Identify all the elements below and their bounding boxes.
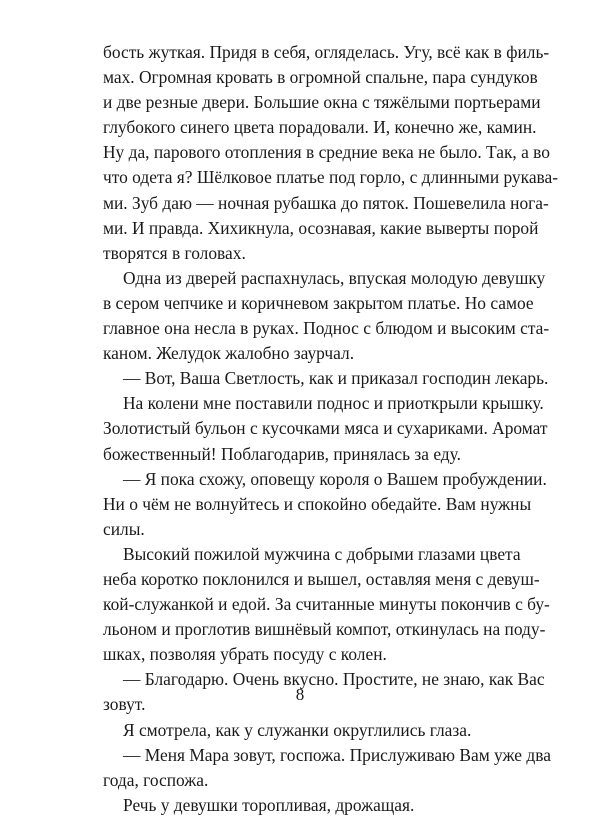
paragraph	[103, 743, 551, 793]
text-line: ми. И правда. Хихикнула, осознавая, какие выверты порой	[103, 217, 539, 238]
text-line: силы.	[103, 518, 145, 539]
text-line: — Вот, Ваша Светлость, как и приказал господин лекарь.	[123, 368, 549, 389]
paragraph	[103, 793, 503, 818]
text-line: ми. Зуб даю — ночная рубашка до пяток. Пошевелила нога-	[103, 192, 549, 213]
text-line: зовут.	[103, 694, 146, 715]
text-line: — Меня Мара зовут, госпожа. Прислуживаю Вам уже два	[123, 744, 551, 765]
text-line: Ни о чём не волнуйтесь и спокойно обедайте. Вам нужны	[103, 493, 532, 514]
text-line: — Я пока схожу, оповещу короля о Вашем пробуждении.	[123, 468, 547, 489]
paragraph	[103, 366, 549, 391]
text-line: Ну да, парового отопления в средние века не было. Так, а во	[103, 142, 550, 163]
text-line: творятся в головах.	[103, 242, 246, 263]
paragraph	[103, 266, 550, 366]
paragraph	[103, 391, 548, 466]
text-line: каном. Желудок жалобно заурчал.	[103, 343, 355, 364]
text-line: главное она несла в руках. Поднос с блюдом и высоким ста-	[103, 318, 550, 339]
text-line: бость жуткая. Придя в себя, огляделась. Угу, всё как в филь-	[103, 42, 550, 62]
text-line: глубокого синего цвета порадовали. И, конечно же, камин.	[103, 117, 537, 138]
text-line: На колени мне поставили поднос и приоткрыли крышку.	[123, 393, 544, 414]
text-line: в сером чепчике и коричневом закрытом платье. Но самое	[103, 292, 534, 313]
paragraph	[103, 467, 547, 542]
text-line: Речь у девушки торопливая, дрожащая.	[123, 794, 415, 815]
text-line: что одета я? Шёлковое платье под горло, с длинными рукава-	[103, 167, 559, 188]
text-line: Одна из дверей распахнулась, впуская молодую девушку	[123, 267, 546, 288]
text-line: года, госпожа.	[103, 769, 209, 790]
text-line: льоном и проглотив вишнёвый компот, откинулась на поду-	[103, 619, 546, 640]
text-line: Высокий пожилой мужчина с добрыми глазами цвета	[123, 543, 521, 564]
text-line: кой-служанкой и едой. За считанные минуты покончив с бу-	[103, 594, 550, 615]
text-line: — Благодарю. Очень вкусно. Простите, не знаю, как Вас	[123, 669, 545, 690]
paragraph	[103, 718, 503, 743]
text-line: и две резные двери. Большие окна с тяжёлыми портьерами	[103, 92, 541, 113]
text-line: мах. Огромная кровать в огромной спальне, пара сундуков	[103, 67, 538, 88]
text-line: божественный! Поблагодарив, принялась за еду.	[103, 443, 461, 464]
text-line: Золотистый бульон с кусочками мяса и сухариками. Аромат	[103, 418, 548, 439]
paragraph	[103, 542, 550, 667]
page-number: 8	[295, 685, 305, 704]
text-line: Я смотрела, как у служанки округлились глаза.	[123, 719, 472, 740]
paragraph	[103, 40, 559, 266]
text-line: неба коротко поклонился и вышел, оставляя меня с девуш-	[103, 568, 540, 589]
text-line: шках, позволяя убрать посуду с колен.	[103, 644, 387, 665]
